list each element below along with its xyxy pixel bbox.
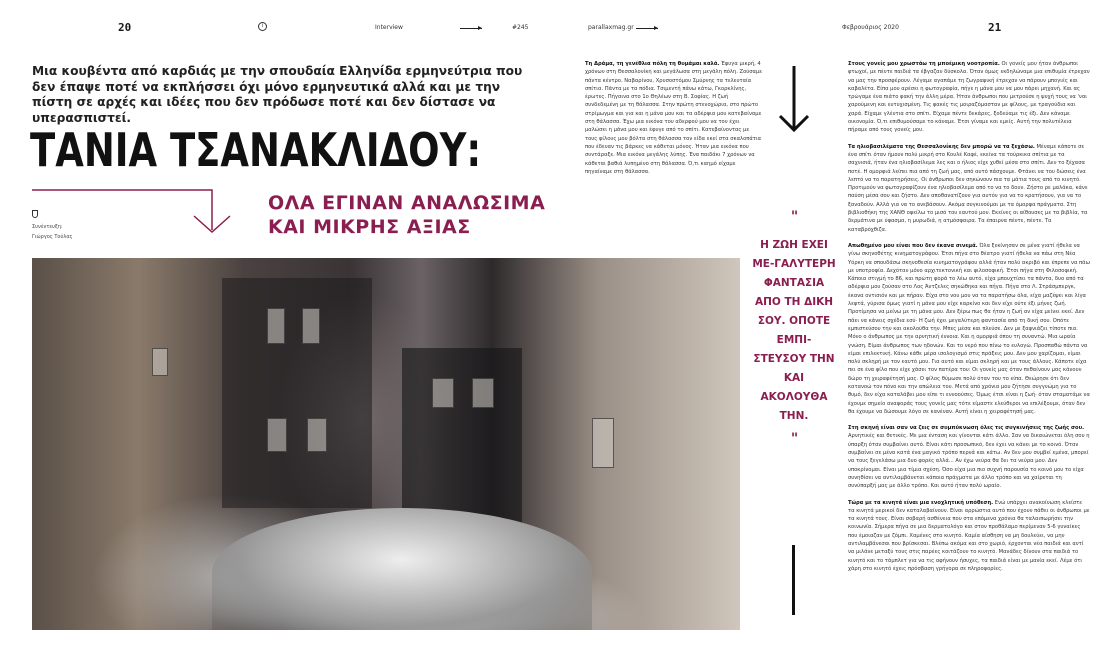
byline-label: Συνέντευξη: [32, 224, 63, 230]
paragraph-body: Έφυγα μικρή, 4 χρόνων στη Θεσσαλονίκη και μεγάλωσα στη μεγάλη πόλη. Ζούσαμε πάντα κέντρο. Ναβαρίνου, Χρυσοστόμου Σμύρνης τα τελευταία σπίτια. Πάντα με τα πόδια. Τσιμεντή πάνω κάτω, Γκορκλίνης, έρωτες. Πήγαινα στο 1ο Θηλέων στη Β. Σοφίας. Η ζωή συνδεδεμένη με τη θάλασσα. Στην πρώτη στενοχώρια, στο πρώτο στρίμωγμα και για και η μάνα μου και τα αδέρφια μου κατεβαίναμε στη θάλασσα. Έχω μια εικόνα του αδερφού μου να τον έχει μαλώσει η μάνα μου και έφυγε από το σπίτι. Κατεβαίνοντας με τους φίλους μου βόλτα στη θάλασσα τον είδα εκεί στα σκαλοπάτια που έδεναν τις βάρκες να κάθεται μόνος. Ήταν μια εικόνα που συντάραξε. Μια εικόνα μεγάλης λύπης. Ένα παιδάκι 7 χρόνων να κάθεται βαθιά λυπημένο στη θάλασσα. Ό,τι καημό είχαμε πηγαίναμε στη θάλασσα. [585, 61, 763, 175]
photo-window [432, 378, 454, 408]
issue-number: #245 [512, 24, 529, 31]
paragraph [585, 60, 763, 176]
paragraph [848, 60, 1090, 135]
paragraph-body: Μέναμε κάποτε σε ένα σπίτι όταν ήμουν πολύ μικρή στο Κουλέ Καφέ, εκείνα τα τούρκικα σπίτια με τα σαχνισιά, ήταν ένα ηλιοβασίλεμα λες και ο ήλιος είχε χυθεί μέσα στο σπίτι. Δεν το ξέχασα ποτέ. Η ομορφιά λείπει πια από τη ζωή μας, από αυτό πάσχουμε. Φτάνει να του δώσεις ένα λεπτό να το παρατηρήσεις. Οι άνθρωποι δεν σηκώνουν πια τα μάτια τους από το κινητό. Προτιμούν να φωτογραφίζουν ένα ηλιοβασίλεμα από το να το δουν. Ζήστο ρε μαλάκα, κάνε παύση μέσα σου και ζήστο. Δεν αποθανατίζουν για αυτόν για να το κρατήσουν, για να το ξαναδούν. Αλλά για να το ανεβάσουν. Ακόμα συγκινούμαι με τα όμορφα πράγματα. Στη βιβλιοθήκη της ΧΑΝΘ οφείλω το μισό του εαυτού μου. Εκείνες οι αίθουσες με τα βιβλία, τα δερμάτινα με ύφασμα, η μυρωδιά, η ατμόσφαιρα. Τα έπαιρνα πέντε, πέντε. Τα καταβρόχθιζα. [848, 143, 1088, 233]
paragraph-lead: Στη σκηνή είναι σαν να ζεις σε συμπύκνωση όλες τις συγκινήσεις της ζωής σου. [848, 425, 1085, 432]
quote-open-icon: " [790, 209, 798, 225]
paragraph-body: Οι γονείς μου ήταν άνθρωποι φτωχοί, με πέντε παιδιά τα έβγαζαν δύσκολα. Όταν όμως εκδηλώναμε μια επιθυμία έτρεχαν να μας την προσφέρουν. Λέγαμε αγαπάμε τη ζωγραφική έτρεχαν να πάρουν μπογιές και καβαλέτα. Είπα μου αρέσει η φωτογραφία, πήγε η μάνα μου να μου πάρει μηχανή. Και ας τρώγαμε ένα πιάτο φακή την άλλη μέρα. Ήταν άνθρωποι που μετρούσε η ψυχή τους να 'ναι χαρούμενη και ευτυχισμένη. Τις φακές τις μοιραζόμασταν με φίλους, με τραγούδια και χαρά. Είχαμε γλέντια στο σπίτι. Είχαμε πέντε δεκάρες, ξοδεύαμε τις έξι. Δεν κάναμε οικονομία. Ό,τι επιθυμούσαμε το κάναμε. Έτσι γίναμε και εμείς. Αυτή την πολυτέλεια πήραμε από τους γονείς μου. [848, 61, 1090, 134]
vertical-rule [792, 545, 795, 615]
photo-window [267, 418, 287, 452]
subtitle-line-2: ΚΑΙ ΜΙΚΡΗΣ ΑΞΙΑΣ [268, 216, 471, 238]
arrow-right-icon [636, 28, 658, 29]
photo-window [307, 418, 327, 452]
paragraph-body: Όλα ξεκίνησαν σε μένα γιατί ήθελα να γίνω σκηνοθέτης κινηματογράφου. Έτσι πήγα στο θέατρο γιατί ήθελα να πάω στη Νέα Υόρκη να σπουδάσω σκηνοθεσία κινηματογράφου αλλά ήταν πολύ ακριβό και έπρεπε να πάω με υποτροφία. Δεχόταν μόνο αρχιτεκτονική και φιλοσοφική. Έτσι πήγα στη Φιλοσοφική. Κάποια στιγμή το 86, και πρώτη φορά το λέω αυτό, είχα μπουχτίσει τα πάντα, δυο από τα αδέρφια μου ζούσαν στο Λος Άντζελες σηκώθηκα και πήγα. Πήγα στο Λ. Στράσμπεργκ, έκανα οντισιόν και με πήραν. Είχα στο νου μου να τα παρατήσω όλα, είχα μαζέψει και λίγα λεφτά, γύρισα όμως γιατί η μάνα μου είχε καρκίνο και δεν είχε ούτε έξι μήνες ζωή. Προτίμησα να μείνω με τη μάνα μου. Δεν ξέρω πως θα ήταν η ζωή αν είχα μείνει εκεί. Δεν πάει να κάνεις σχέδια εσύ· Η ζωή έχει μεγαλύτερη φαντασία από τη δική σου. Οπότε εμπιστεύσου την και ακολούθα την. Μπες μέσα και πλεύσε. Δεν με ξαφνιάζει τίποτε πια. Μόνο ο άνθρωπος με την αρνητική έννοια. Και η ομορφιά όπου τη συναντώ. Μια ωραία γνώση. Είμαι άνθρωπος των ηδονών. Και το νερό που πίνω το ευλογώ. Προσπαθώ πάντα να είμαι επιλεκτική. Κάνω κάθε μέρα ισολογισμό στις πράξεις μου. Δεν μου χαρίζομαι, είμαι πολύ σκληρή με τον εαυτό μου. Για αυτό και είμαι σκληρή και με τους άλλους. Κάποτε είχα πει σε ένα φίλο που είχε χάσει τον πατέρα του: Οι γονείς μας όταν πεθαίνουν μας κάνουν δώρο τη χειραφέτησή μας. Ο φίλος θύμωσε πολύ όταν του το είπα. Θεώρησε ότι δεν κατανοώ τον πόνο και την απώλεια του. Μετά από χρόνια μου ζήτησε συγγνώμη για το θυμό, δεν είχα καταλάβει μου είπε τι εννοούσες. Όμως έτσι είναι η ζωή· όταν σταματάμε να έχουμε σημείο αναφοράς τους γονείς μας τότε είμαστε ελεύθεροι να επιλέξουμε, όταν δεν θα έχουμε να δώσουμε λόγο σε κανέναν. Αυτή είναι η χειραφέτησή μας. [848, 242, 1090, 415]
cover-photo [32, 258, 740, 630]
paragraph [848, 143, 1090, 234]
pull-quote [752, 210, 836, 446]
photo-window [152, 348, 168, 376]
intro-text: Μια κουβέντα από καρδιάς με την σπουδαία Ελληνίδα ερμηνεύτρια που δεν έπαψε ποτέ να εκπλήσσει όχι μόνο ερμηνευτικά αλλά και με την πίστη σε αρχές και ιδέες που δεν πρόδωσε ποτέ και δεν δίστασε να υπερασπιστεί. [32, 64, 523, 125]
photo-window [302, 308, 320, 344]
site-link[interactable]: parallaxmag.gr [588, 24, 634, 31]
issue-date: Φεβρουάριος 2020 [842, 24, 899, 31]
paragraph [848, 242, 1090, 416]
page-number-left: 20 [118, 21, 132, 34]
photo-building [222, 278, 372, 508]
paragraph-lead: Απωθημένο μου είναι που δεν έκανα σινεμά. [848, 242, 978, 249]
paragraph-lead: Τη Δράμα, τη γενέθλια πόλη τη θυμάμαι καλά. [585, 61, 720, 67]
paragraph [848, 424, 1090, 490]
paragraph-lead: Στους γονείς μου χρωστάω τη μποέμικη νοοτροπία. [848, 61, 1000, 67]
section-label: Interview [375, 24, 403, 31]
article-column-1 [585, 60, 763, 184]
photo-portrait [212, 508, 592, 630]
info-circle-icon: i [258, 22, 267, 31]
byline [32, 222, 73, 242]
photo-window [592, 418, 614, 468]
paragraph [848, 499, 1090, 574]
quote-close-icon: " [790, 431, 798, 447]
photo-window [267, 308, 285, 344]
microphone-icon [32, 210, 38, 218]
page-title: ΤΑΝΙΑ ΤΣΑΝΑΚΛΙΔΟΥ: [30, 124, 482, 178]
page-number-right: 21 [988, 21, 1002, 34]
paragraph-body: Ενώ υπάρχει ανακοίνωση κλείστε τα κινητά μερικοί δεν καταλαβαίνουν. Είναι αρρώστια αυτό που έχουν πάθει οι άνθρωποι με τα κινητά τους. Είναι σοβαρή ασθένεια που στα επόμενα χρόνια θα ταλαιπωρήσει την κοινωνία. Σήμερα πήγα σε μια δερματολόγο και στον προθάλαμο περίμεναν 5-6 γυναίκες που έμοιαζαν με ζόμπι. Χαμένες στο κινητό. Καμία αίσθηση να μη δουλεύει, να μην αντιλαμβάνεσαι που βρίσκεσαι. Βλέπω ακόμα και στο χωριό, έρχονται νέα παιδιά και αντί να μιλάνε μεταξύ τους στις παρέες κοιτάζουν το κινητό. Μανάδες δίνουν στα παιδιά το κινητό και το τάμπλετ για να τις αφήνουν ήσυχες, τα παιδιά είναι με μανία εκεί. Λέμε ότι χάρη στο κινητό έχεις πρόσβαση γρήγορα σε πληροφορίες. [848, 499, 1090, 572]
pull-quote-text: Η ΖΩΗ ΕΧΕΙ ΜΕ-ΓΑΛΥΤΕΡΗ ΦΑΝΤΑΣΙΑ ΑΠΟ ΤΗ ΔΙΚΗ ΣΟΥ. ΟΠΟΤΕ ΕΜΠΙ-ΣΤΕΥΣΟΥ ΤΗΝ ΚΑΙ ΑΚΟΛΟΥΘΑ ΤΗΝ. [752, 239, 836, 422]
arrow-right-icon [460, 28, 482, 29]
paragraph-lead: Τα ηλιοβασιλέματα της Θεσσαλονίκης δεν μπορώ να τα ξεχάσω. [848, 143, 1035, 150]
byline-author: Γιώργος Τούλας [32, 234, 73, 240]
subtitle [268, 191, 558, 239]
article-column-2 [848, 60, 1090, 581]
photo-window [472, 378, 494, 408]
paragraph-body: Αρνητικές και θετικές. Με μια ένταση και γίνονται κάτι άλλο. Σαν να δικαιώνεται όλη σου η ύπαρξη όταν συμβαίνει αυτό. Είναι κάτι προσωπικό, δεν έχει να κάνει με το κοινό. Όταν συμβαίνει σε μένα κατά ένα μαγικό τρόπο περνά και κάτω. Αν δεν μου συμβεί εμένα, μπορεί να τους ξεγελάσω μια δυο φορές αλλά... Αν έχω νεύρα θα δει τα νεύρα μου. Δεν υποκρίνομαι. Είναι μια τίμια σχέση. Όσο είχα μια πιο συχνή παρουσία το κοινό μου το είχα συνηθίσει να αντιλαμβάνεται κάποια πράγματα με άλλο τρόπο και να χαίρεται τη συνύπαρξή μας με άλλο τρόπο. Και αυτό ήταν πολύ ωραίο. [848, 433, 1090, 490]
paragraph-lead: Τώρα με τα κινητά είναι μια ενοχλητική υπόθεση. [848, 499, 994, 506]
subtitle-line-1: ΟΛΑ ΕΓΙΝΑΝ ΑΝΑΛΩΣΙΜΑ [268, 192, 546, 214]
arrow-down-icon [778, 66, 810, 134]
